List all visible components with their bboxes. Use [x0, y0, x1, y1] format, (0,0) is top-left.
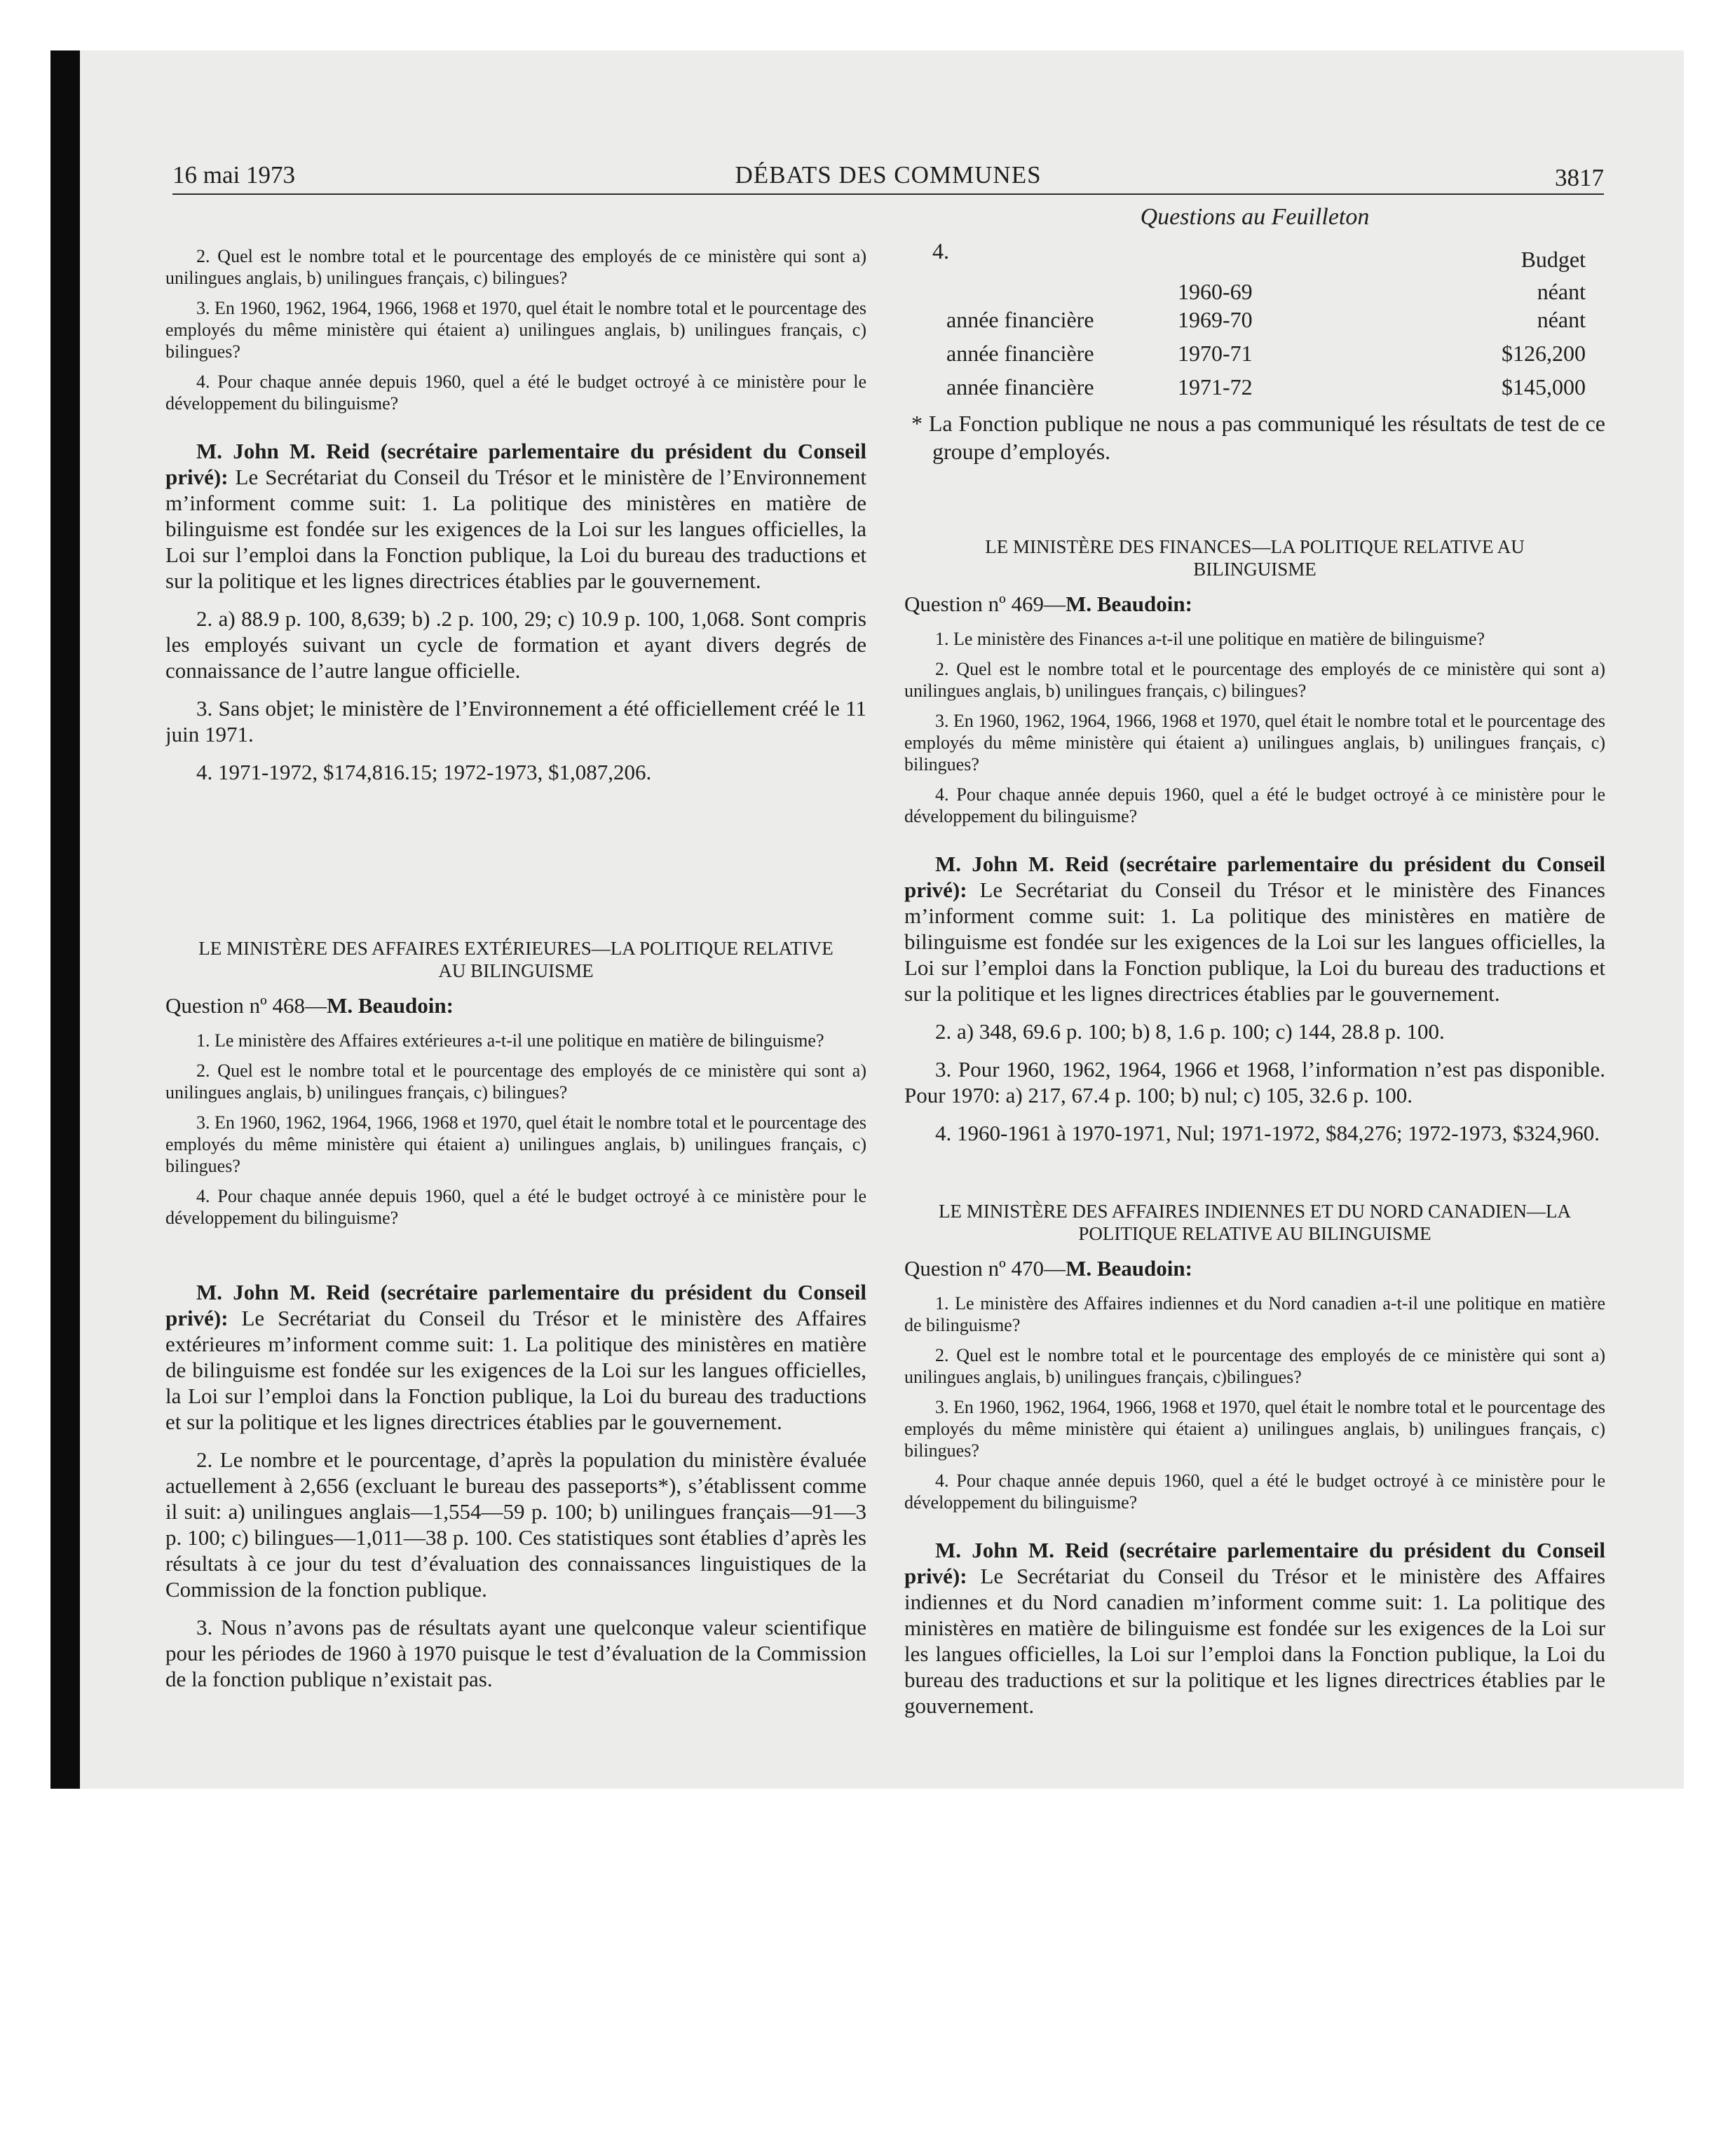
question-item: 1. Le ministère des Affaires extérieures a-t-il une politique en matière de bilinguisme? [196, 1030, 824, 1051]
budget-row [904, 307, 1605, 339]
reply-paragraph: 2. Le nombre et le pourcentage, d’après la population du ministère évaluée actuellement à 2,656 (excluant le bureau des passeports*), s’établissent comme il suit: a) unilingues anglais—1,554—59 p. 100; b) unilingues français—91—3 p. 100; c) bilingues—1,011—38 p. 100. Ces statistiques sont établies d’après les résultats à ce jour du test d’évaluation des connaissances linguistiques de la Commission de la fonction publique. [165, 1447, 866, 1602]
reply-speaker: M. John M. Reid (secrétaire parlementaire du président du Conseil privé): [165, 439, 866, 489]
question-item: 2. Quel est le nombre total et le pourcentage des employés de ce ministère qui sont a) unilingues anglais, b) unilingues français, c) bilingues? [165, 1060, 866, 1103]
reply-paragraph: 3. Nous n’avons pas de résultats ayant une quelconque valeur scientifique pour les périodes de 1960 à 1970 puisque le test d’évaluation de la Commission de la fonction publique n’existait pas. [165, 1615, 866, 1691]
budget-footnote: * La Fonction publique ne nous a pas communiqué les résultats de test de ce groupe d’employés. [911, 411, 1605, 464]
reply-paragraph: 2. a) 88.9 p. 100, 8,639; b) .2 p. 100, 29; c) 10.9 p. 100, 1,068. Sont compris les employés suivant un cycle de formation et ayant divers degrés de connaissance de l’autre langue officielle. [165, 606, 866, 683]
section-title: LE MINISTÈRE DES AFFAIRES INDIENNES ET DU NORD CANADIEN—LA POLITIQUE RELATIVE AU BILINGUISME [939, 1201, 1571, 1244]
question-item: 2. Quel est le nombre total et le pourcentage des employés de ce ministère qui sont a) unilingues anglais, b) unilingues français, c) bilingues? [904, 659, 1605, 701]
question-item: 4. Pour chaque année depuis 1960, quel a été le budget octroyé à ce ministère pour le développement du bilinguisme? [165, 1186, 866, 1228]
question-author: M. Beaudoin: [1066, 592, 1192, 616]
reply-paragraph: 3. Pour 1960, 1962, 1964, 1966 et 1968, l’information n’est pas disponible. Pour 1970: a) 217, 67.4 p. 100; b) nul; c) 105, 32.6 p. 100. [904, 1057, 1605, 1107]
question-heading [904, 1255, 1605, 1283]
reply-paragraph [165, 1279, 866, 1435]
question-item: 2. Quel est le nombre total et le pourcentage des employés de ce ministère qui sont a) unilingues anglais, b) unilingues français, c)bilingues? [904, 1345, 1605, 1387]
section-title: LE MINISTÈRE DES FINANCES—LA POLITIQUE RELATIVE AU BILINGUISME [985, 536, 1525, 580]
question-item: 2. Quel est le nombre total et le pourcentage des employés de ce ministère qui sont a) unilingues anglais, b) unilingues français, c) bilingues? [165, 246, 866, 288]
budget-row-period: 1970-71 [1178, 341, 1253, 366]
reply-text: Le Secrétariat du Conseil du Trésor et le ministère des Finances m’informent comme suit: 1. La politique des ministères en matière de bilinguisme est fondée sur les exigences de la Loi sur les langues officielles, la Loi sur l’emploi dans la Fonction publique, la Loi du bureau des traductions et sur la politique et les lignes directrices établies par le gouvernement. [904, 878, 1605, 1006]
question-item: 4. Pour chaque année depuis 1960, quel a été le budget octroyé à ce ministère pour le développement du bilinguisme? [165, 371, 866, 414]
question-author: M. Beaudoin: [327, 993, 454, 1018]
reply-text: Le Secrétariat du Conseil du Trésor et le ministère des Affaires indiennes et du Nord canadien m’informent comme suit: 1. La politique des ministères en matière de bilinguisme est fondée sur les exigences de la Loi sur les langues officielles, la Loi sur l’emploi dans la Fonction publique, la Loi du bureau des traductions et sur la politique et les lignes directrices établies par le gouvernement. [904, 1564, 1605, 1718]
budget-row-amount: $126,200 [1502, 341, 1586, 366]
budget-row-period: 1960-69 [1178, 279, 1253, 304]
budget-table [904, 238, 1605, 409]
running-title: Questions au Feuilleton [1140, 204, 1370, 230]
question-item: 4. Pour chaque année depuis 1960, quel a été le budget octroyé à ce ministère pour le développement du bilinguisme? [904, 784, 1605, 826]
reply-paragraph [904, 851, 1605, 1007]
question-item: 1. Le ministère des Affaires indiennes et du Nord canadien a-t-il une politique en matière de bilinguisme? [904, 1293, 1605, 1335]
budget-header-row [904, 238, 1605, 271]
reply-paragraph: 4. 1960-1961 à 1970-1971, Nul; 1971-1972, $84,276; 1972-1973, $324,960. [935, 1121, 1600, 1145]
question-item: 1. Le ministère des Finances a-t-il une politique en matière de bilinguisme? [935, 629, 1485, 649]
question-item: 3. En 1960, 1962, 1964, 1966, 1968 et 1970, quel était le nombre total et le pourcentage des employés du même ministère qui étaient a) unilingues anglais, b) unilingues français, c) bilingues? [904, 711, 1605, 775]
reply-paragraph: 3. Sans objet; le ministère de l’Environnement a été officiellement créé le 11 juin 1971. [165, 696, 866, 746]
question-author: M. Beaudoin: [1066, 1256, 1192, 1281]
budget-row [904, 374, 1605, 407]
budget-row-period: 1971-72 [1178, 374, 1253, 400]
reply-speaker: M. John M. Reid (secrétaire parlementaire du président du Conseil privé): [904, 1538, 1605, 1588]
reply-speaker: M. John M. Reid (secrétaire parlementaire du président du Conseil privé): [904, 852, 1605, 902]
budget-row-label: année financière [946, 307, 1094, 332]
question-label: Question nº 468— [165, 993, 327, 1018]
budget-row-amount: néant [1537, 279, 1586, 304]
reply-speaker: M. John M. Reid (secrétaire parlementaire du président du Conseil privé): [165, 1280, 866, 1330]
reply-paragraph: 4. 1971-1972, $174,816.15; 1972-1973, $1,087,206. [196, 760, 652, 784]
header-title: DÉBATS DES COMMUNES [735, 161, 1042, 189]
header-page-number: 3817 [1555, 164, 1604, 191]
budget-row-amount: $145,000 [1502, 374, 1586, 400]
reply-paragraph [165, 438, 866, 594]
question-item: 4. Pour chaque année depuis 1960, quel a été le budget octroyé à ce ministère pour le développement du bilinguisme? [904, 1471, 1605, 1513]
budget-row-label: année financière [946, 341, 1094, 366]
question-label: Question nº 470— [904, 1256, 1066, 1281]
budget-row-amount: néant [1537, 307, 1586, 332]
reply-paragraph: 2. a) 348, 69.6 p. 100; b) 8, 1.6 p. 100; c) 144, 28.8 p. 100. [935, 1019, 1445, 1044]
budget-row-period: 1969-70 [1178, 307, 1253, 332]
question-heading [165, 992, 866, 1020]
item-number: 4. [932, 238, 949, 264]
reply-text: Le Secrétariat du Conseil du Trésor et le ministère de l’Environnement m’informent comme suit: 1. La politique des ministères en matière de bilinguisme est fondée sur les exigences de la Loi sur les langues officielles, la Loi sur l’emploi dans la Fonction publique, la Loi du bureau des traductions et sur la politique et les lignes directrices établies par le gouvernement. [165, 465, 866, 593]
question-item: 3. En 1960, 1962, 1964, 1966, 1968 et 1970, quel était le nombre total et le pourcentage des employés du même ministère qui étaient a) unilingues anglais, b) unilingues français, c) bilingues? [165, 298, 866, 362]
budget-row-label: année financière [946, 374, 1094, 400]
left-column [165, 203, 866, 1998]
question-item: 3. En 1960, 1962, 1964, 1966, 1968 et 1970, quel était le nombre total et le pourcentage des employés du même ministère qui étaient a) unilingues anglais, b) unilingues français, c) bilingues? [165, 1112, 866, 1176]
question-label: Question nº 469— [904, 592, 1066, 616]
right-column [904, 203, 1605, 1998]
scan-border [50, 50, 80, 1789]
section-title: LE MINISTÈRE DES AFFAIRES EXTÉRIEURES—LA POLITIQUE RELATIVE AU BILINGUISME [198, 938, 834, 981]
page-header [172, 156, 1604, 195]
budget-row [904, 341, 1605, 373]
question-item: 3. En 1960, 1962, 1964, 1966, 1968 et 1970, quel était le nombre total et le pourcentage des employés du même ministère qui étaient a) unilingues anglais, b) unilingues français, c) bilingues? [904, 1397, 1605, 1461]
reply-text: Le Secrétariat du Conseil du Trésor et le ministère des Affaires extérieures m’informent comme suit: 1. La politique des ministères en matière de bilinguisme est fondée sur les exigences de la Loi sur les langues officielles, la Loi sur l’emploi dans la Fonction publique, la Loi du bureau des traductions et sur la politique et les lignes directrices établies par le gouvernement. [165, 1306, 866, 1434]
reply-paragraph [904, 1537, 1605, 1719]
question-heading [904, 590, 1605, 618]
header-date: 16 mai 1973 [172, 161, 295, 189]
budget-col-header: Budget [1520, 247, 1586, 272]
